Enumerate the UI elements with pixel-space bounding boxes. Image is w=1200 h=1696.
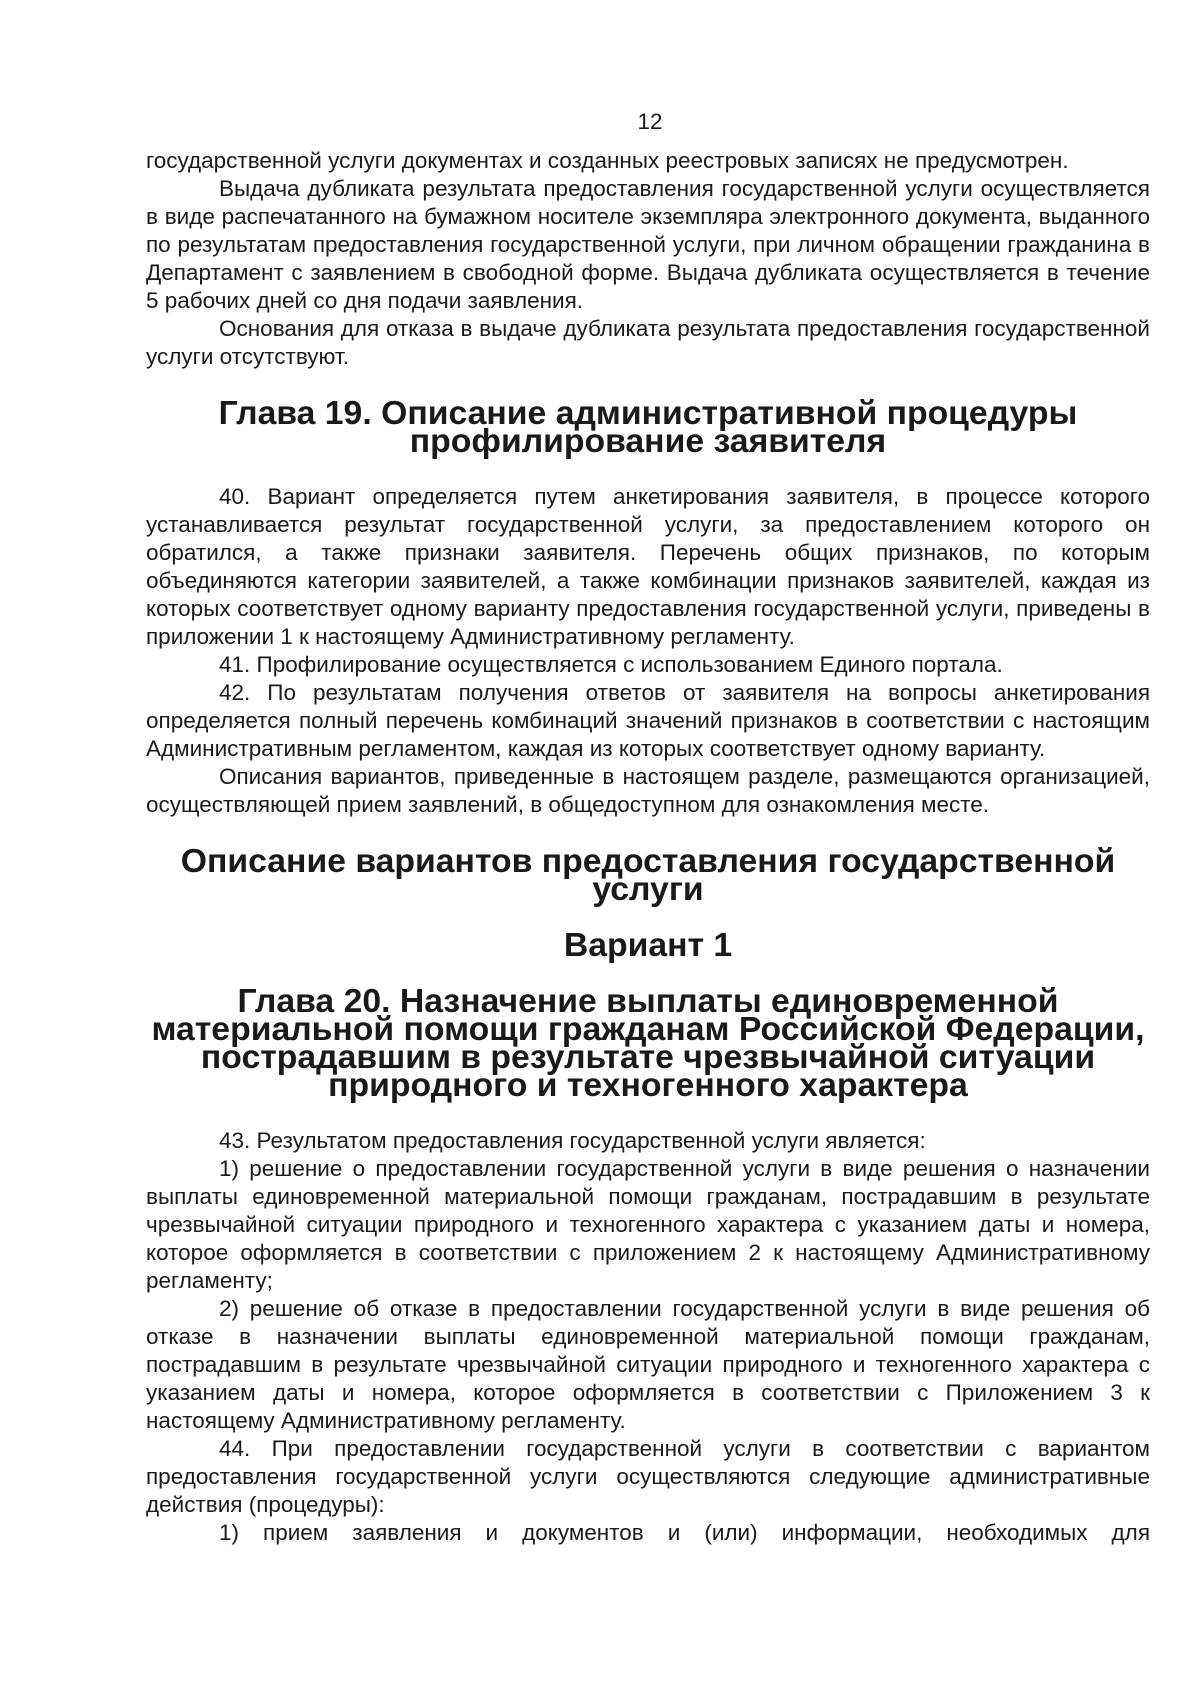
paragraph-43: 43. Результатом предоставления государственной услуги является: [219, 1128, 926, 1153]
section-title: Описание вариантов предоставления государственной услуги [180, 842, 1116, 908]
paragraph-41: 41. Профилирование осуществляется с использованием Единого портала. [219, 652, 1003, 677]
paragraph-44-item-1: 1) прием заявления и документов и (или) информации, необходимых для [219, 1520, 1150, 1545]
paragraph-44: 44. При предоставлении государственной услуги в соответствии с вариантом предоставления государственной услуги осуществляются следующие административные действия (процедуры): [146, 1436, 1150, 1517]
paragraph-variants-description: Описания вариантов, приведенные в настоящем разделе, размещаются организацией, осуществляющей прием заявлений, в общедоступном для ознакомления месте. [146, 764, 1150, 817]
paragraph-40: 40. Вариант определяется путем анкетирования заявителя, в процессе которого устанавливается результат государственной услуги, за предоставлением которого он обратился, а также признаки заявителя. Перечень общих признаков, по которым объединяются категории заявителей, а также комбинации признаков заявителей, каждая из которых соответствует одному варианту предоставления государственной услуги, приведены в приложении 1 к настоящему Административному регламенту. [146, 484, 1150, 649]
chapter-20-title: Глава 20. Назначение выплаты единовременной материальной помощи гражданам Российской Федерации, пострадавшим в результате чрезвычайной ситуации природного и техногенного характера [151, 982, 1145, 1104]
paragraph-43-item-2: 2) решение об отказе в предоставлении государственной услуги в виде решения об отказе в назначении выплаты единовременной материальной помощи гражданам, пострадавшим в результате чрезвычайной ситуации природного и техногенного характера с указанием даты и номера, которое оформляется в соответствии с Приложением 3 к настоящему Административному регламенту. [146, 1296, 1150, 1433]
paragraph-42: 42. По результатам получения ответов от заявителя на вопросы анкетирования определяется полный перечень комбинаций значений признаков в соответствии с настоящим Административным регламентом, каждая из которых соответствует одному варианту. [146, 680, 1150, 761]
variant-title: Вариант 1 [563, 926, 733, 964]
paragraph-duplicate-issuance: Выдача дубликата результата предоставления государственной услуги осуществляется в виде распечатанного на бумажном носителе экземпляра электронного документа, выданного по результатам предоставления государственной услуги, при личном обращении гражданина в Департамент с заявлением в свободной форме. Выдача дубликата осуществляется в течение 5 рабочих дней со дня подачи заявления. [146, 176, 1150, 313]
paragraph-refusal-grounds: Основания для отказа в выдаче дубликата результата предоставления государственной услуги отсутствуют. [146, 316, 1150, 369]
paragraph-continuation: государственной услуги документах и созданных реестровых записях не предусмотрен. [146, 148, 1069, 173]
chapter-19-title: Глава 19. Описание административной процедуры профилирование заявителя [218, 394, 1078, 460]
paragraph-43-item-1: 1) решение о предоставлении государственной услуги в виде решения о назначении выплаты единовременной материальной помощи гражданам, пострадавшим в результате чрезвычайной ситуации природного и техногенного характера с указанием даты и номера, которое оформляется в соответствии с приложением 2 к настоящему Административному регламенту; [146, 1156, 1150, 1293]
page-number: 12 [637, 109, 663, 134]
document-page [146, 108, 1150, 1547]
